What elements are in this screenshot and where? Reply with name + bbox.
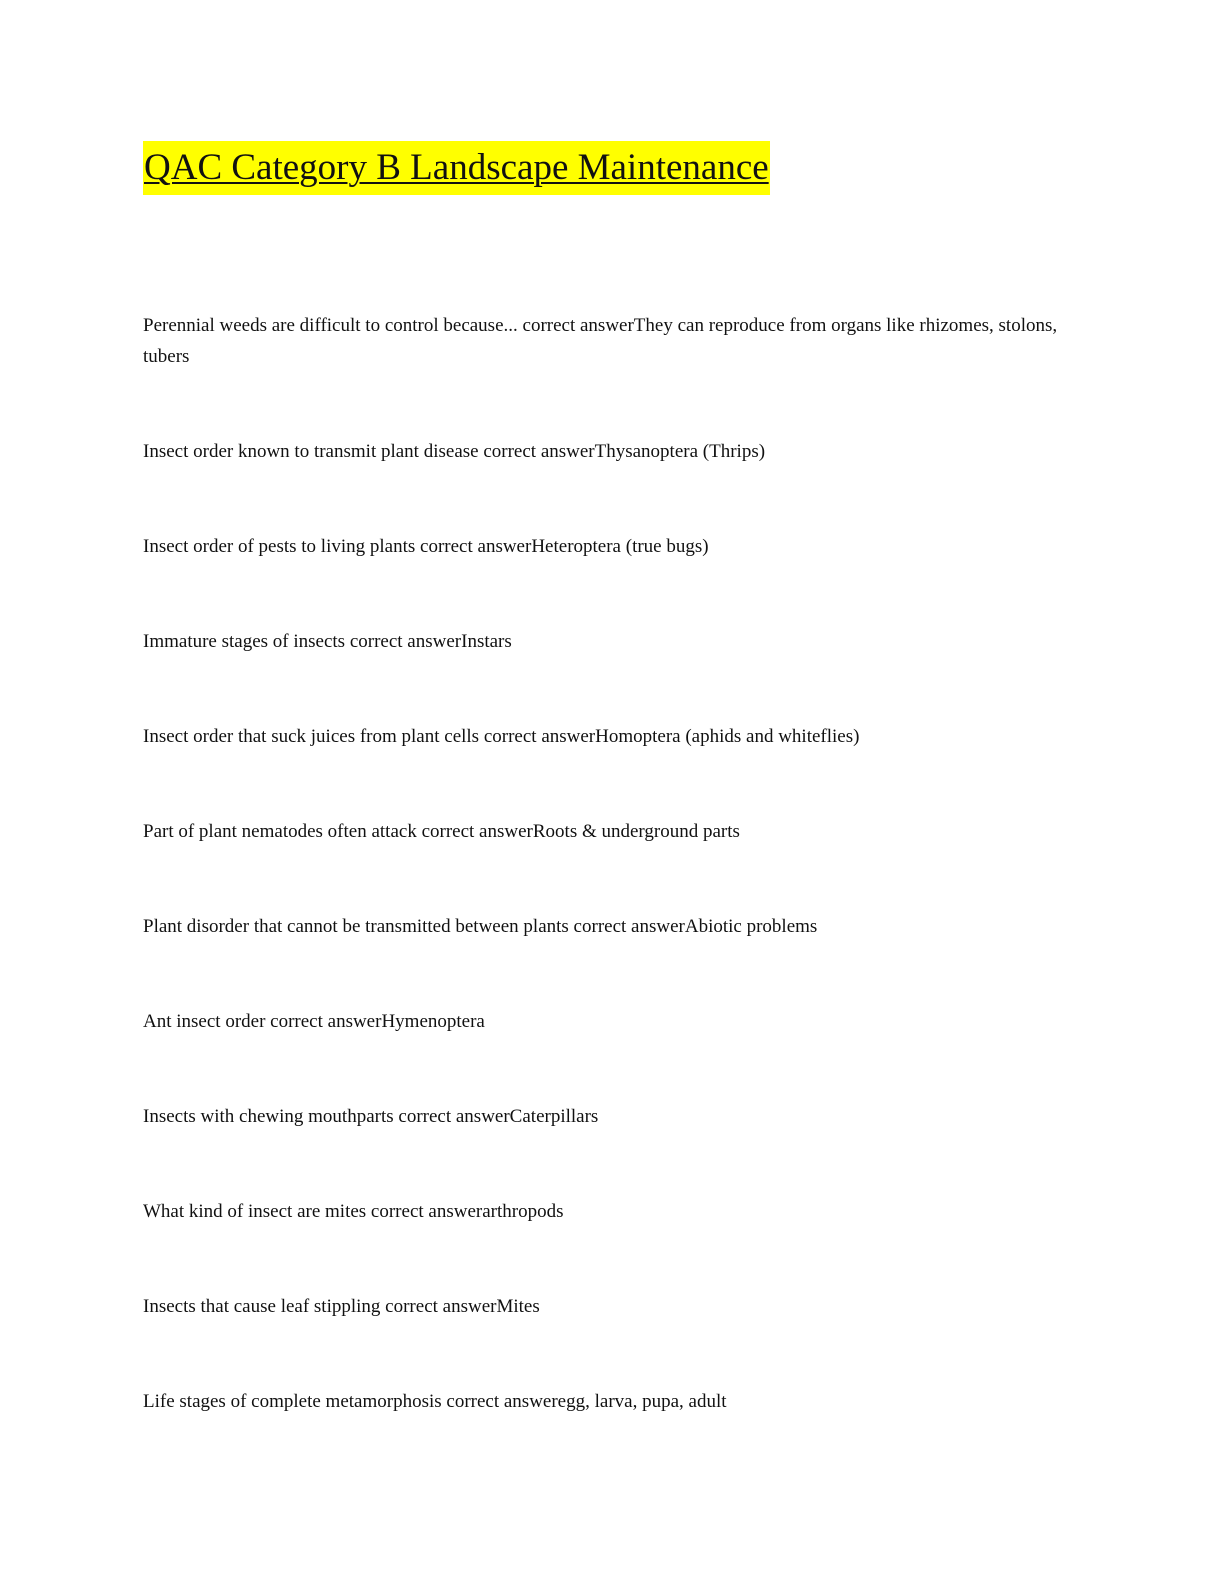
qa-item: Insects that cause leaf stippling correct answerMites	[143, 1296, 540, 1317]
qa-item: Plant disorder that cannot be transmitted between plants correct answerAbiotic problems	[143, 916, 818, 937]
qa-item: Insect order of pests to living plants correct answerHeteroptera (true bugs)	[143, 536, 709, 557]
qa-item: Life stages of complete metamorphosis correct answeregg, larva, pupa, adult	[143, 1391, 727, 1412]
qa-item: Immature stages of insects correct answerInstars	[143, 631, 512, 652]
qa-item: Perennial weeds are difficult to control because... correct answerThey can reproduce from organs like rhizomes, stolons, tubers	[143, 315, 1058, 367]
qa-item: Insect order that suck juices from plant cells correct answerHomoptera (aphids and whiteflies)	[143, 726, 860, 747]
qa-item: Insects with chewing mouthparts correct answerCaterpillars	[143, 1106, 599, 1127]
qa-item: Ant insect order correct answerHymenoptera	[143, 1011, 485, 1032]
qa-item: What kind of insect are mites correct answerarthropods	[143, 1201, 564, 1222]
qa-item: Part of plant nematodes often attack correct answerRoots & underground parts	[143, 821, 740, 842]
document-title: QAC Category B Landscape Maintenance	[143, 141, 770, 195]
qa-list	[143, 310, 1083, 1481]
qa-item: Insect order known to transmit plant disease correct answerThysanoptera (Thrips)	[143, 441, 766, 462]
